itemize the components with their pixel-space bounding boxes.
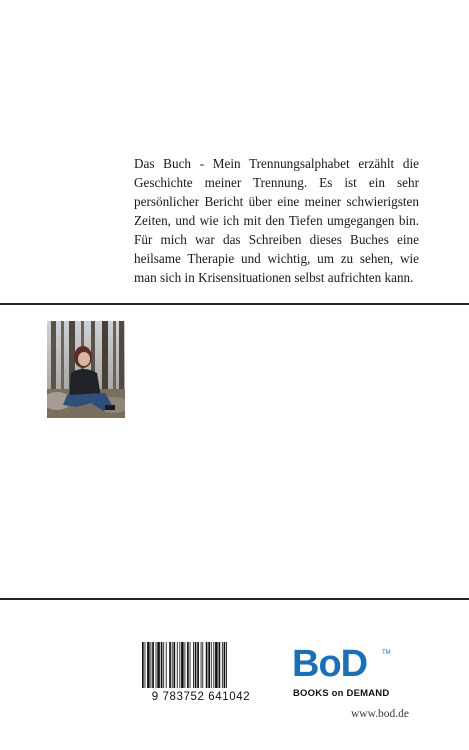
- publisher-url: www.bod.de: [351, 708, 410, 720]
- author-photo-image: [47, 321, 125, 418]
- bod-trademark: TM: [382, 650, 391, 656]
- back-cover-blurb: Das Buch - Mein Trennungsalphabet erzählt die Geschichte meiner Trennung. Es ist ein sehr persönlicher Bericht über eine meiner schwierigsten Zeiten, und wie ich mit den Tiefen umgegangen bin. Für mich war das Schreiben dieses Buches eine heilsame Therapie und wichtig, um zu sehen, wie man sich in Krisensituationen selbst aufrichten kann.: [134, 156, 419, 285]
- isbn-barcode: [140, 642, 262, 714]
- bod-tagline: BOOKS on DEMAND: [293, 688, 390, 699]
- author-photo: [47, 321, 125, 418]
- isbn-number: 9 783752 641042: [151, 691, 251, 703]
- divider-top: [0, 303, 469, 305]
- divider-bottom: [0, 598, 469, 600]
- bod-logo-word: BoD: [292, 643, 368, 685]
